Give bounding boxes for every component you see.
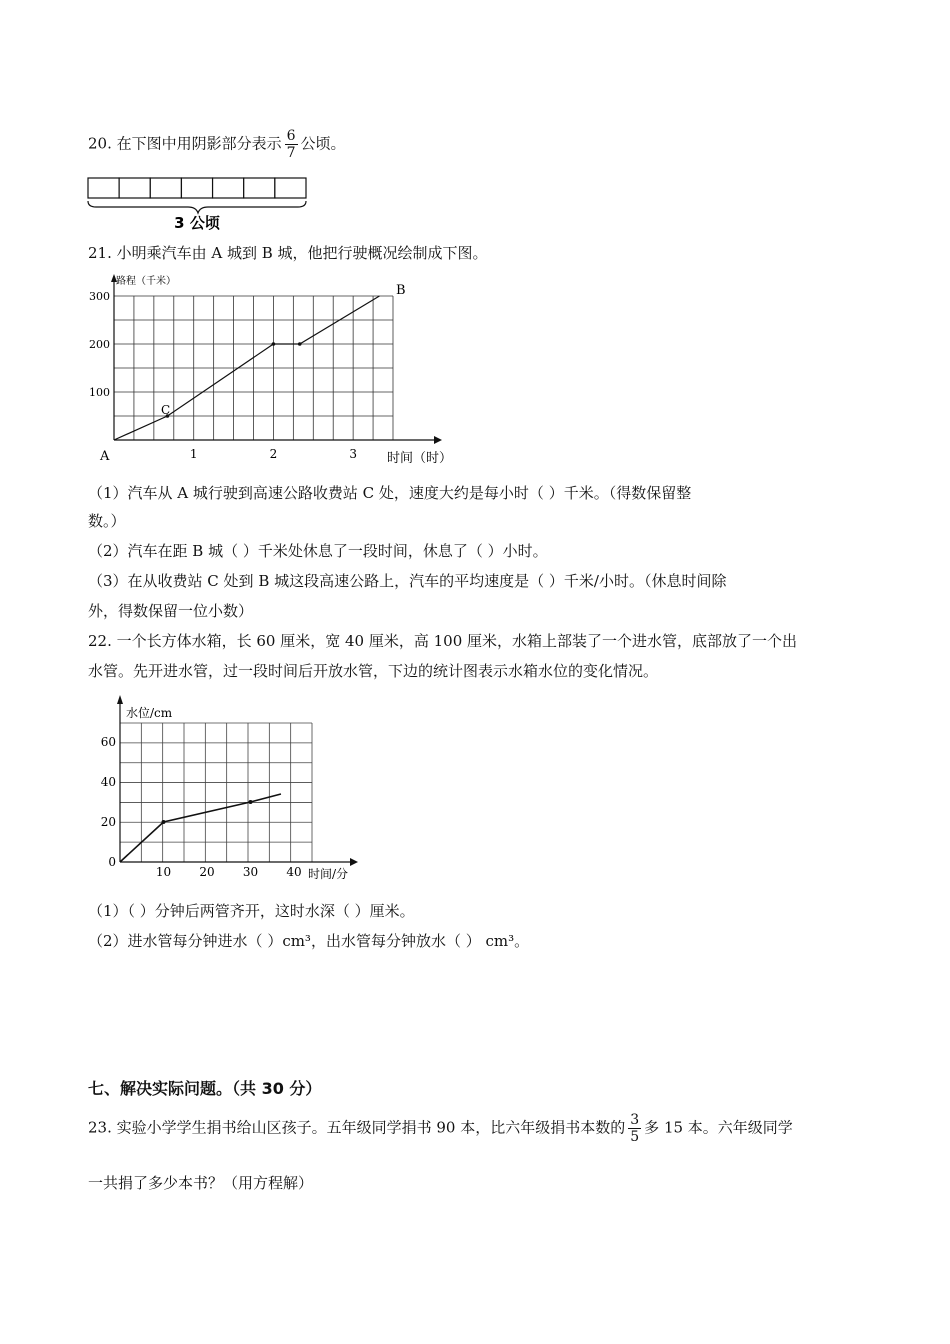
c2-x-tick-label: 40	[286, 865, 302, 879]
q20-bar-cell	[244, 178, 275, 198]
c1-origin-label: A	[100, 449, 110, 464]
c1-ylabel: 路程（千米）	[116, 276, 176, 287]
q21-sub3-line2: 外，得数保留一位小数）	[88, 602, 254, 620]
c2-y-tick-label: 60	[100, 735, 116, 749]
c2-y-tick-label: 20	[100, 815, 116, 829]
q20-bar-cell	[119, 178, 150, 198]
c1-xlabel: 时间（时）	[387, 451, 453, 466]
c2-data-point	[162, 820, 166, 824]
chart-distance-time	[89, 272, 453, 472]
c1-y-tick-label: 300	[89, 290, 110, 303]
c1-y-tick-label: 100	[89, 386, 110, 399]
q20-bar-diagram	[86, 176, 312, 236]
c1-end-label: B	[396, 283, 406, 298]
q20-frac-num: 6	[286, 128, 296, 144]
c1-x-tick-label: 3	[349, 447, 357, 461]
q23-frac-den: 5	[630, 1129, 640, 1145]
q20-brace	[88, 201, 306, 213]
c2-axes	[117, 695, 358, 866]
q20-bar-caption: 3 公顷	[174, 214, 220, 232]
q20-fraction	[285, 128, 298, 161]
q20-bar-cell	[181, 178, 212, 198]
q20-suffix: 公顷。	[300, 134, 346, 153]
q22-sub2: （2）进水管每分钟进水（ ）cm³，出水管每分钟放水（ ） cm³。	[88, 932, 530, 950]
q23-line2: 一共捐了多少本书？（用方程解）	[88, 1174, 314, 1192]
c2-xlabel: 时间/分	[308, 867, 349, 881]
c2-grid	[120, 723, 312, 862]
c2-x-arrow	[350, 858, 358, 866]
c1-ticks	[89, 290, 357, 461]
c1-x-tick-label: 2	[269, 447, 278, 461]
c2-y-arrow	[117, 695, 123, 704]
q21-text: 21. 小明乘汽车由 A 城到 B 城，他把行驶概况绘制成下图。	[88, 244, 488, 262]
q22-line2: 水管。先开进水管，过一段时间后开放水管，下边的统计图表示水箱水位的变化情况。	[88, 662, 659, 680]
q20-bar-cell	[213, 178, 244, 198]
q20-line	[88, 128, 346, 161]
q23-text-a: 23. 实验小学学生捐书给山区孩子。五年级同学捐书 90 本，比六年级捐书本数的	[88, 1118, 626, 1137]
c2-y-tick-label: 0	[108, 855, 116, 869]
q20-bar-cell	[88, 178, 119, 198]
chart-water-level	[96, 690, 366, 890]
q23-fraction	[628, 1112, 641, 1145]
q20-text: 20. 在下图中用阴影部分表示	[88, 134, 282, 153]
q20-bar-cell	[275, 178, 306, 198]
c1-data-point	[272, 342, 276, 346]
c1-point-label: C	[161, 403, 171, 417]
c2-ylabel: 水位/cm	[126, 706, 173, 720]
c2-x-tick-label: 10	[155, 865, 172, 879]
q22-sub1: （1）（ ）分钟后两管齐开，这时水深（ ）厘米。	[88, 902, 415, 920]
q20-bar-cell	[150, 178, 181, 198]
c1-x-tick-label: 1	[189, 447, 198, 461]
q23-line1	[88, 1112, 793, 1145]
c1-data-point	[298, 342, 302, 346]
c2-series-line	[120, 794, 281, 862]
q21-sub1-line1: （1）汽车从 A 城行驶到高速公路收费站 C 处，速度大约是每小时（ ）千米。（得数保留整	[88, 484, 692, 502]
c2-x-tick-label: 30	[242, 865, 259, 879]
q21-sub3-line1: （3）在从收费站 C 处到 B 城这段高速公路上，汽车的平均速度是（ ）千米/小时。（休息时间除	[88, 572, 727, 590]
c2-y-tick-label: 40	[100, 775, 116, 789]
c2-ticks	[101, 735, 302, 879]
c1-x-arrow	[434, 436, 442, 444]
section7-title: 七、解决实际问题。（共 30 分）	[88, 1079, 322, 1098]
q21-sub2: （2）汽车在距 B 城（ ）千米处休息了一段时间，休息了（ ）小时。	[88, 542, 548, 560]
q23-frac-num: 3	[630, 1112, 640, 1128]
c1-grid	[114, 296, 393, 440]
q20-frac-den: 7	[286, 145, 296, 161]
c1-y-tick-label: 200	[89, 338, 110, 351]
c2-data-point	[249, 800, 253, 804]
q23-text-b: 多 15 本。六年级同学	[644, 1118, 793, 1137]
c2-x-tick-label: 20	[199, 865, 215, 879]
q21-sub1-line2: 数。）	[88, 512, 126, 530]
q22-line1: 22. 一个长方体水箱，长 60 厘米，宽 40 厘米，高 100 厘米，水箱上部装了一个进水管，底部放了一个出	[88, 632, 798, 650]
